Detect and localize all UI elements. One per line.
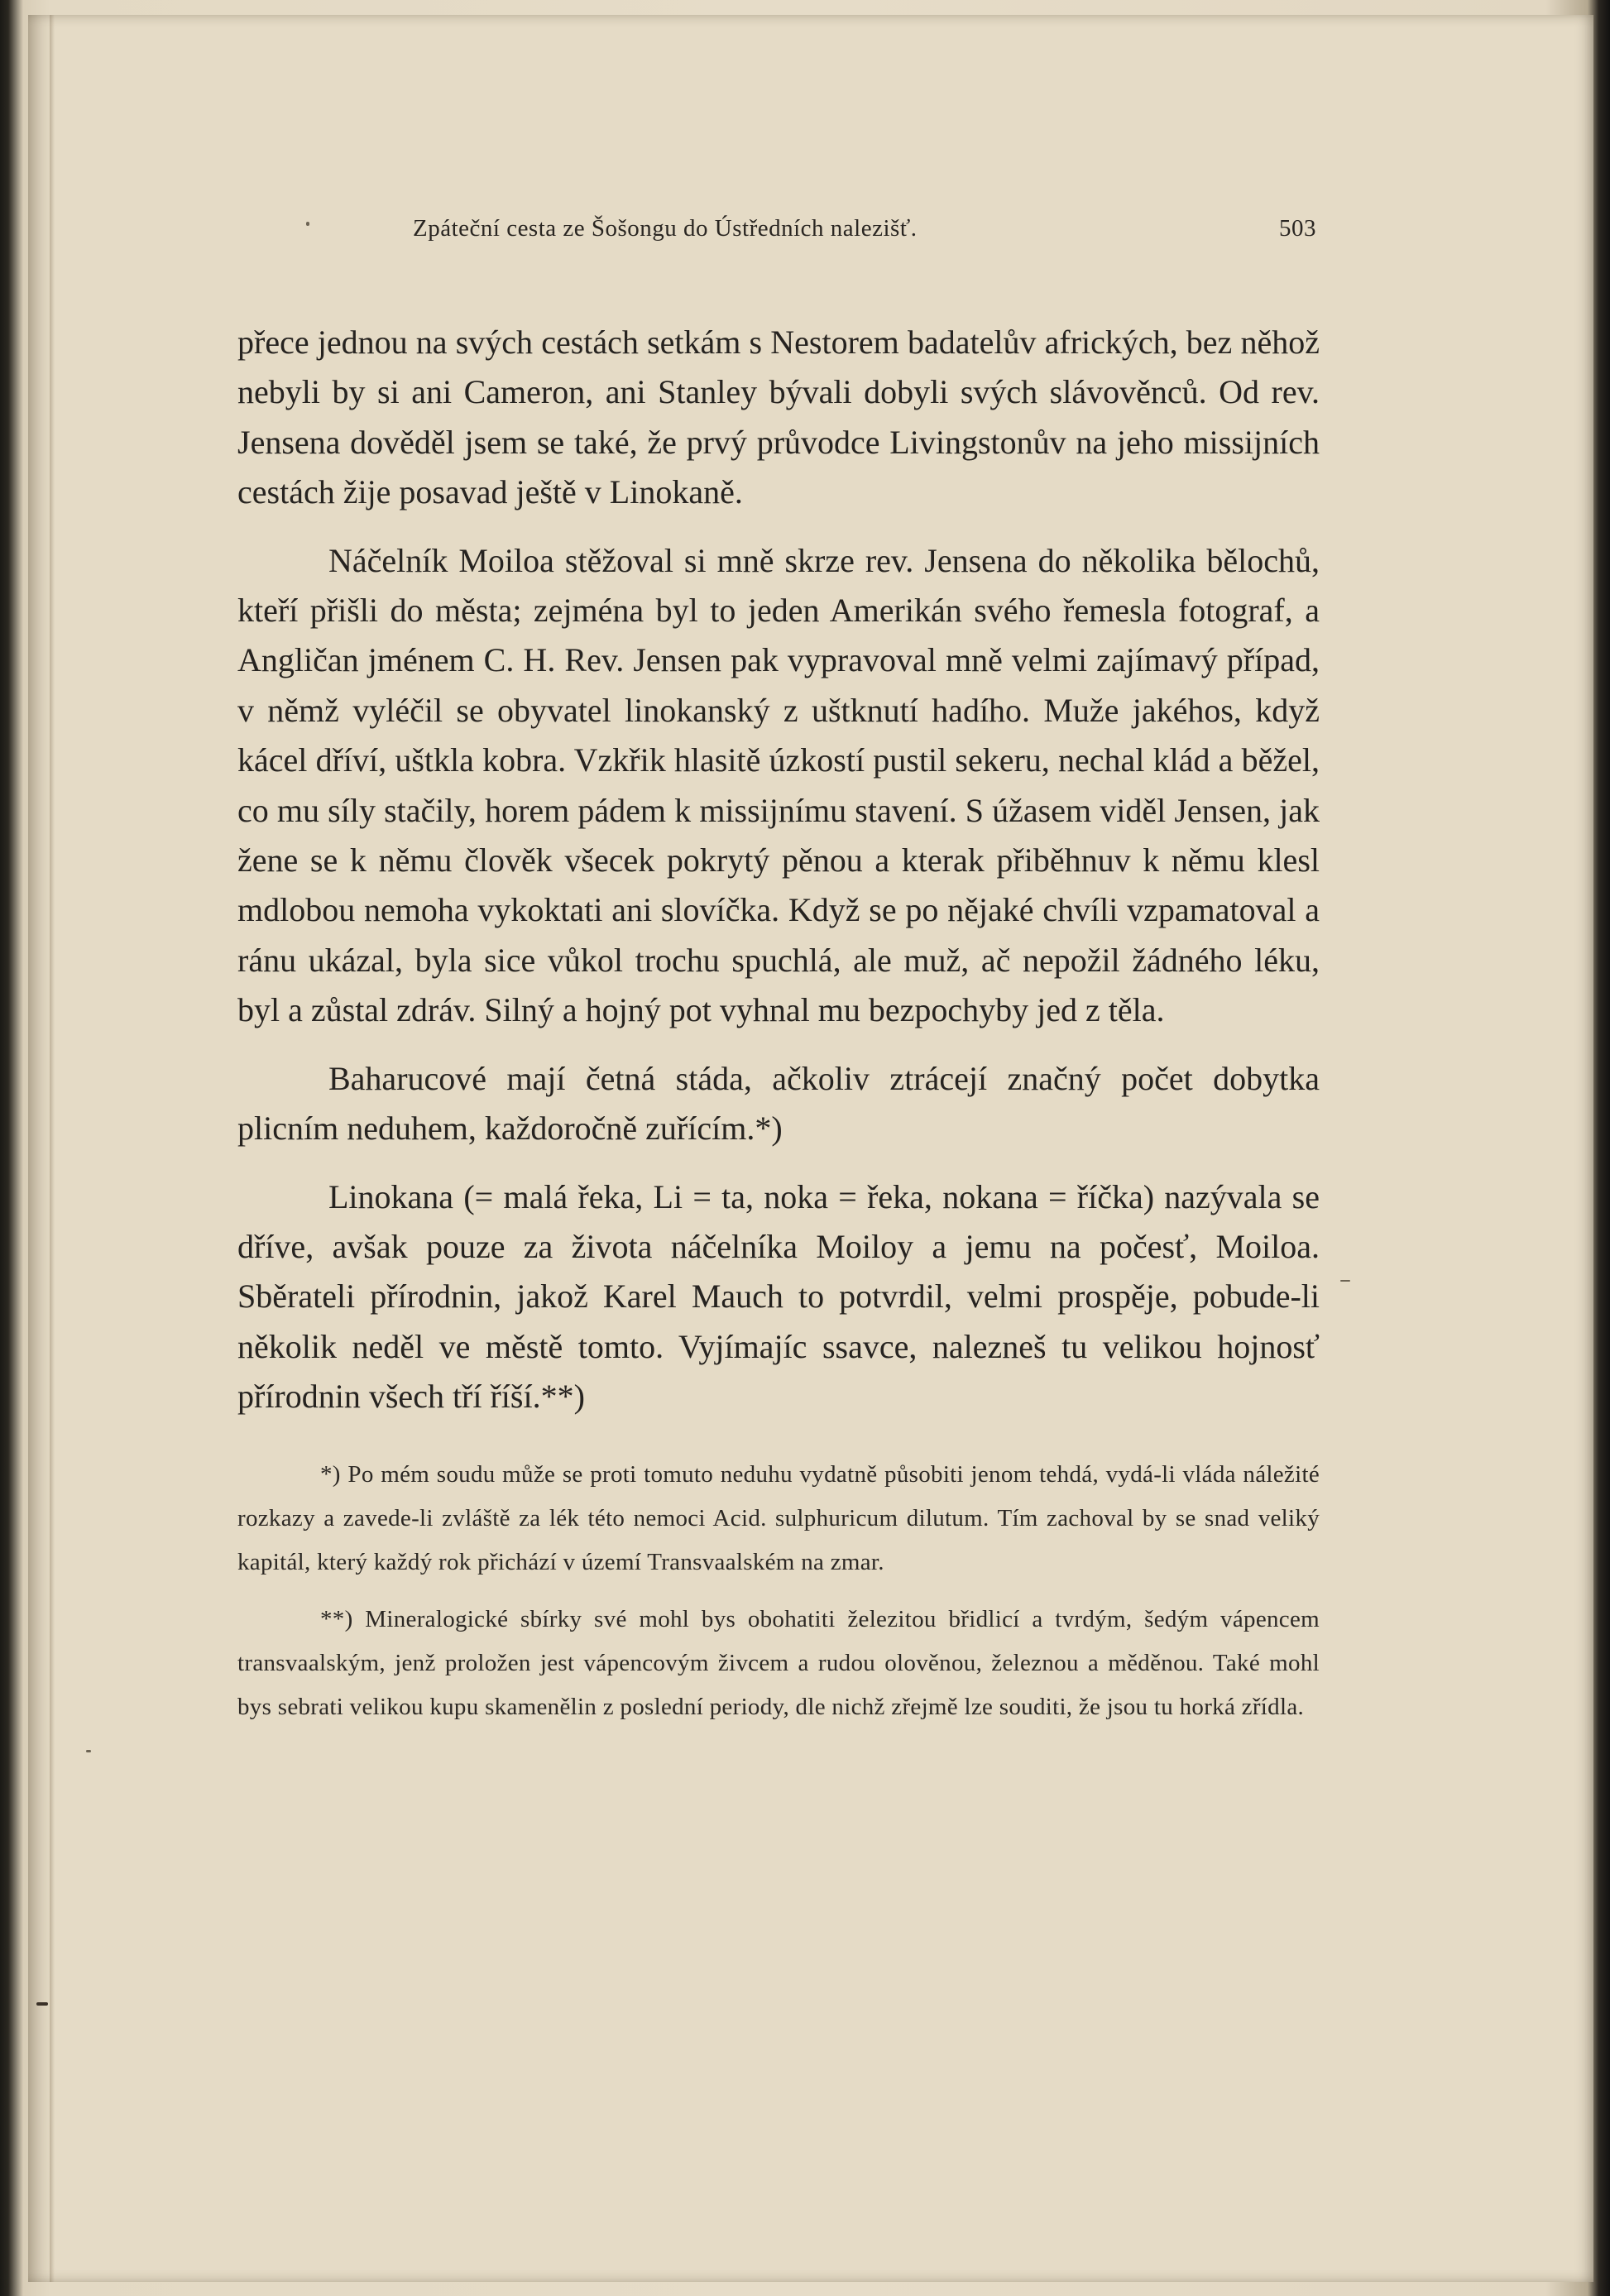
ink-speck [1340, 1280, 1350, 1282]
page-gutter-shadow [50, 15, 55, 2282]
footnote: *) Po mém soudu může se proti tomuto neduhu vydatně působiti jenom tehdá, vydá-li vláda náležité rozkazy a zavede-li zvláště za lék této nemoci Acid. sulphuricum dilutum. Tím zachoval by se snad veliký kapitál, který každý rok přichází v území Transvaalském na zmar. [237, 1460, 1320, 1575]
paragraph: Linokana (= malá řeka, Li = ta, noka = řeka, nokana = říčka) nazývala se dříve, avšak pouze za života náčelníka Moiloy a jemu na počesť, Moiloa. Sběrateli přírodnin, jakož Karel Mauch to potvrdil, velmi prospěje, pobude-li několik neděl ve městě tomto. Vyjímajíc ssavce, nalezneš tu velikou hojnosť přírodnin všech tří říší.**) [237, 1177, 1320, 1416]
body-text [237, 318, 1320, 1422]
page-number: 503 [1279, 215, 1316, 242]
ink-speck [86, 1750, 91, 1752]
paragraph-continued: přece jednou na svých cestách setkám s Nestorem badatelův afrických, bez něhož nebyli by si ani Cameron, ani Stanley bývali dobyli svých slávověnců. Od rev. Jensena dověděl jsem se také, že prvý průvodce Livingstonův na jeho missijních cestách žije posavad ještě v Linokaně. [237, 324, 1320, 511]
footnotes [237, 1453, 1320, 1729]
running-title: Zpáteční cesta ze Šošongu do Ústředních nalezišť. [413, 215, 918, 242]
paragraph: Baharucové mají četná stáda, ačkoliv ztrácejí značný počet dobytka plicním neduhem, každoročně zuřícím.*) [237, 1059, 1320, 1148]
footnote: **) Mineralogické sbírky své mohl bys obohatiti železitou břidlicí a tvrdým, šedým vápencem transvaalským, jenž proložen jest vápencovým živcem a rudou olověnou, železnou a měděnou. Také mohl bys sebrati velikou kupu skamenělin z poslední periody, dle nichž zřejmě lze souditi, že jsou tu horká zřídla. [237, 1605, 1320, 1720]
running-header [237, 215, 1320, 256]
paragraph: Náčelník Moiloa stěžoval si mně skrze rev. Jensena do několika bělochů, kteří přišli do města; zejména byl to jeden Amerikán svého řemesla fotograf, a Angličan jménem C. H. Rev. Jensen pak vypravoval mně velmi zajímavý případ, v němž vyléčil se obyvatel linokanský z uštknutí hadího. Muže jakéhos, když kácel dříví, uštkla kobra. Vzkřik hlasitě úzkostí pustil sekeru, nechal klád a běžel, co mu síly stačily, horem pádem k missijnímu stavení. S úžasem viděl Jensen, jak žene se k němu člověk všecek pokrytý pěnou a kterak přiběhnuv k němu klesl mdlobou nemoha vykoktati ani slovíčka. Když se po nějaké chvíli vzpamatoval a ránu ukázal, byla sice vůkol trochu spuchlá, ale muž, ač nepožil žádného léku, byl a zůstal zdráv. Silný a hojný pot vyhnal mu bezpochyby jed z těla. [237, 541, 1320, 1029]
page-content [237, 215, 1320, 1729]
ink-speck [36, 2002, 48, 2006]
